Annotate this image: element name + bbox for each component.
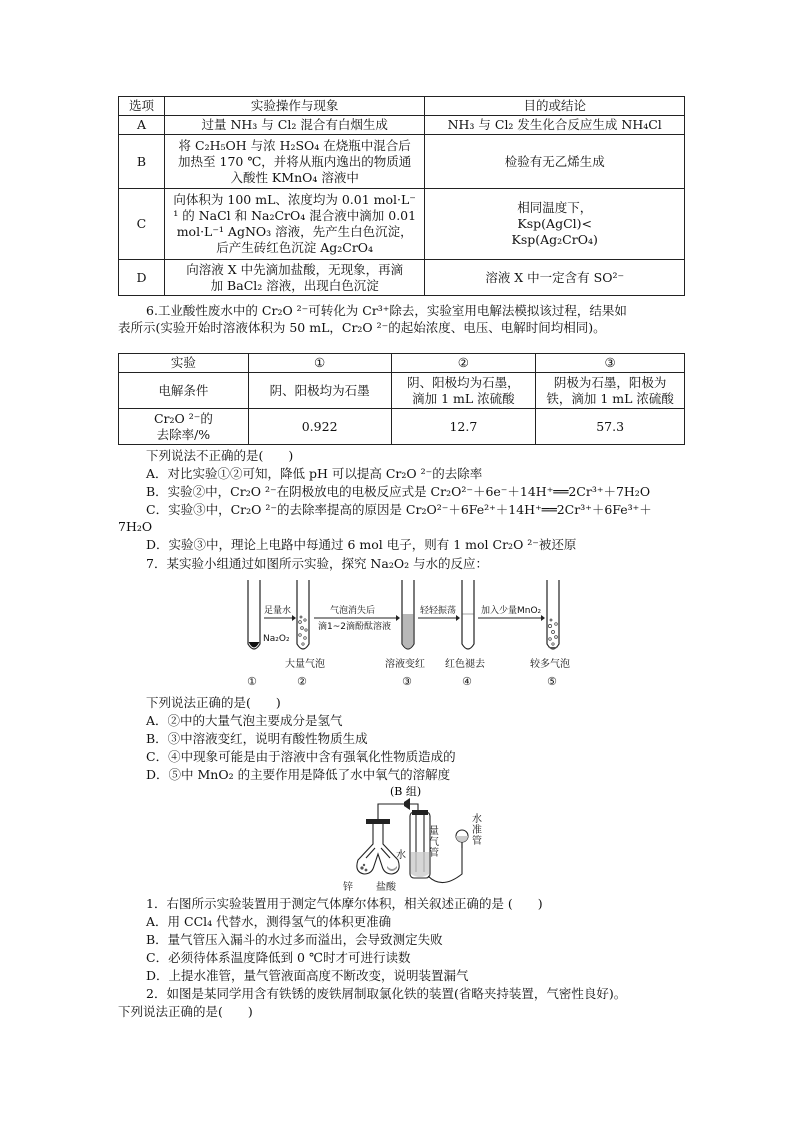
label-burette-1: 量: [429, 826, 439, 837]
table-options: [118, 96, 685, 296]
table-row: [119, 409, 685, 445]
cell-line: 入酸性 KMnO₄ 溶液中: [230, 169, 359, 185]
cell-line: ¹ 的 NaCl 和 Na₂CrO₄ 混合液中滴加 0.01: [173, 208, 417, 223]
cell-line: mol·L⁻¹ AgNO₃ 溶液，先产生白色沉淀，: [176, 224, 413, 239]
cell-value: 12.7: [391, 409, 536, 445]
header-exp2: ②: [391, 354, 536, 373]
step-mno2: 加入少量MnO₂: [481, 606, 542, 616]
figure-gas-volume-apparatus: [338, 782, 498, 894]
cell-operation: [164, 116, 424, 135]
cell-conclusion: [425, 189, 685, 260]
group-b-label: (B 组): [390, 785, 422, 798]
caption-3: 溶液变红: [385, 659, 425, 670]
cell-condition: [391, 373, 536, 409]
q7-stem: 7．某实验小组通过如图所示实验，探究 Na₂O₂ 与水的反应：: [146, 556, 489, 571]
q6-stem: 下列说法不正确的是( ): [146, 448, 294, 463]
row-label: [119, 409, 249, 445]
water-level: [411, 852, 429, 877]
qb1-option-d: D．上提水准管，量气管液面高度不断改变，说明装置漏气: [146, 968, 469, 983]
step-phenolphthalein: 滴1~2滴酚酞溶液: [318, 622, 391, 632]
cell-value: 57.3: [536, 409, 685, 445]
step-bubbles-gone: 气泡消失后: [330, 606, 376, 616]
qb1-stem: 1．右图所示实验装置用于测定气体摩尔体积，相关叙述正确的是 ( ): [146, 896, 543, 911]
qb2-line2: 下列说法正确的是( ): [118, 1004, 253, 1019]
table-row: [119, 260, 685, 296]
table-row: [119, 116, 685, 135]
qb1-option-c: C．必须待体系温度降低到 0 ℃时才可进行读数: [146, 950, 411, 965]
q7-option-d: D．⑤中 MnO₂ 的主要作用是降低了水中氧气的溶解度: [146, 767, 451, 782]
header-exp3: ③: [536, 354, 685, 373]
cell-option: C: [119, 189, 165, 260]
q7-option-a: A．②中的大量气泡主要成分是氢气: [146, 713, 343, 728]
cell-line: 加 BaCl₂ 溶液，出现白色沉淀: [210, 277, 379, 293]
qb1-option-a: A．用 CCl₄ 代替水，测得氢气的体积更准确: [146, 914, 392, 929]
cell-line: 后产生砖红色沉淀 Ag₂CrO₄: [216, 240, 374, 255]
header-operation: 实验操作与现象: [164, 97, 424, 116]
header-conclusion: 目的或结论: [425, 97, 685, 116]
cell-condition: [536, 373, 685, 409]
caption-2: 大量气泡: [285, 659, 325, 670]
cell-line: 检验有无乙烯生成: [504, 153, 605, 169]
stopper-2: [412, 810, 428, 815]
cell-line: 滴加 1 mL 浓硫酸: [412, 390, 515, 406]
cell-operation: [164, 189, 424, 260]
num-3: ③: [402, 675, 412, 688]
cell-line: Cr₂O ²⁻的: [153, 410, 213, 426]
cell-option: B: [119, 135, 165, 189]
label-burette-3: 管: [429, 848, 439, 859]
header-experiment: 实验: [119, 354, 249, 373]
figure-na2o2-experiment: [238, 574, 578, 690]
label-burette-2: 气: [429, 837, 439, 848]
cell-conclusion: [425, 135, 685, 189]
header-exp1: ①: [248, 354, 391, 373]
zinc-granules: [360, 864, 367, 872]
test-tube-2: [297, 580, 309, 649]
table-row: [119, 189, 685, 260]
cell-line: Ksp(Ag₂CrO₄): [511, 232, 598, 247]
q7-option-c: C．④中现象可能是由于溶液中含有强氧化性物质造成的: [146, 749, 456, 764]
cell-line: 加热至 170 ℃，并将从瓶内逸出的物质通: [178, 153, 412, 169]
cell-conclusion: [425, 116, 685, 135]
cell-line: 溶液 X 中一定含有 SO²⁻: [485, 269, 625, 285]
label-water: 水: [396, 850, 406, 861]
acid-liquid: [387, 866, 397, 871]
q6-option-a: A．对比实验①②可知，降低 pH 可以提高 Cr₂O ²⁻的去除率: [146, 466, 483, 481]
caption-5: 较多气泡: [530, 659, 570, 670]
q6-option-d: D．实验③中，理论上电路中每通过 6 mol 电子，则有 1 mol Cr₂O ²⁻被还原: [146, 537, 577, 552]
step-shake: 轻轻振荡: [420, 606, 457, 616]
cell-line: 铁，滴加 1 mL 浓硫酸: [546, 390, 674, 406]
test-tube-5: [547, 580, 559, 649]
cell-line: 阴极为石墨，阳极为: [553, 374, 667, 390]
cell-line: 向溶液 X 中先滴加盐酸，无现象，再滴: [186, 261, 404, 277]
y-tube: [357, 822, 399, 874]
table-row: [119, 135, 685, 189]
q6-option-c: C．实验③中，Cr₂O ²⁻的去除率提高的原因是 Cr₂O²⁻＋6Fe²⁺＋14H⁺══2Cr³⁺＋6Fe³⁺＋: [146, 502, 652, 517]
qb2-line1: 2．如图是某同学用含有铁锈的废铁屑制取氯化铁的装置(省略夹持装置，气密性良好)。: [146, 986, 627, 1001]
label-level-3: 管: [472, 836, 482, 847]
num-5: ⑤: [547, 675, 557, 688]
table-row: [119, 373, 685, 409]
cell-option: A: [119, 116, 165, 135]
label-level-1: 水: [472, 814, 482, 825]
cell-value: 0.922: [248, 409, 391, 445]
num-4: ④: [462, 675, 472, 688]
q7-option-b: B．③中溶液变红，说明有酸性物质生成: [146, 731, 368, 746]
q6-line1: 6.工业酸性废水中的 Cr₂O ²⁻可转化为 Cr³⁺除去，实验室用电解法模拟该过程，结果如: [146, 303, 627, 318]
cell-option: D: [119, 260, 165, 296]
cell-line: 将 C₂H₅OH 与浓 H₂SO₄ 在烧瓶中混合后: [178, 137, 411, 153]
cell-line: 阴、阳极均为石墨，: [407, 374, 520, 390]
cell-line: 向体积为 100 mL、浓度均为 0.01 mol·L⁻: [173, 192, 416, 207]
cell-line: 相同温度下，: [517, 200, 593, 215]
test-tube-1: [248, 580, 260, 649]
label-zinc: 锌: [343, 882, 353, 893]
step-water: 足量水: [264, 606, 292, 616]
cell-line: 过量 NH₃ 与 Cl₂ 混合有白烟生成: [201, 117, 388, 132]
label-level-2: 准: [472, 825, 482, 836]
q6-option-b: B．实验②中，Cr₂O ²⁻在阴极放电的电极反应式是 Cr₂O²⁻＋6e⁻＋14H⁺══2Cr³⁺＋7H₂O: [146, 484, 651, 499]
cell-operation: [164, 260, 424, 296]
cell-line: 阴、阳极均为石墨: [269, 382, 370, 398]
q6-option-c-cont: 7H₂O: [118, 519, 153, 534]
level-tube: [456, 830, 468, 848]
cell-line: NH₃ 与 Cl₂ 发生化合反应生成 NH₄Cl: [447, 117, 662, 132]
num-1: ①: [247, 675, 257, 688]
test-tube-4: [462, 580, 474, 649]
stopper-1: [366, 819, 390, 824]
caption-4: 红色褪去: [445, 659, 485, 670]
row-label: 电解条件: [119, 373, 249, 409]
test-tube-3: [402, 580, 414, 649]
label-acid: 盐酸: [376, 882, 396, 893]
table-electrolysis: [118, 353, 685, 445]
label-na2o2: Na₂O₂: [263, 634, 290, 644]
cell-conclusion: [425, 260, 685, 296]
cell-line: Ksp(AgCl)<: [517, 216, 592, 231]
header-option: 选项: [119, 97, 165, 116]
clamp: [404, 798, 410, 810]
num-2: ②: [297, 675, 307, 688]
cell-line: 去除率/%: [156, 426, 211, 442]
cell-condition: [248, 373, 391, 409]
q6-line2: 表所示(实验开始时溶液体积为 50 mL，Cr₂O ²⁻的起始浓度、电压、电解时间均相同)。: [118, 320, 606, 335]
q7-options-stem: 下列说法正确的是( ): [146, 695, 281, 710]
qb1-option-b: B．量气管压入漏斗的水过多而溢出，会导致测定失败: [146, 932, 443, 947]
cell-operation: [164, 135, 424, 189]
